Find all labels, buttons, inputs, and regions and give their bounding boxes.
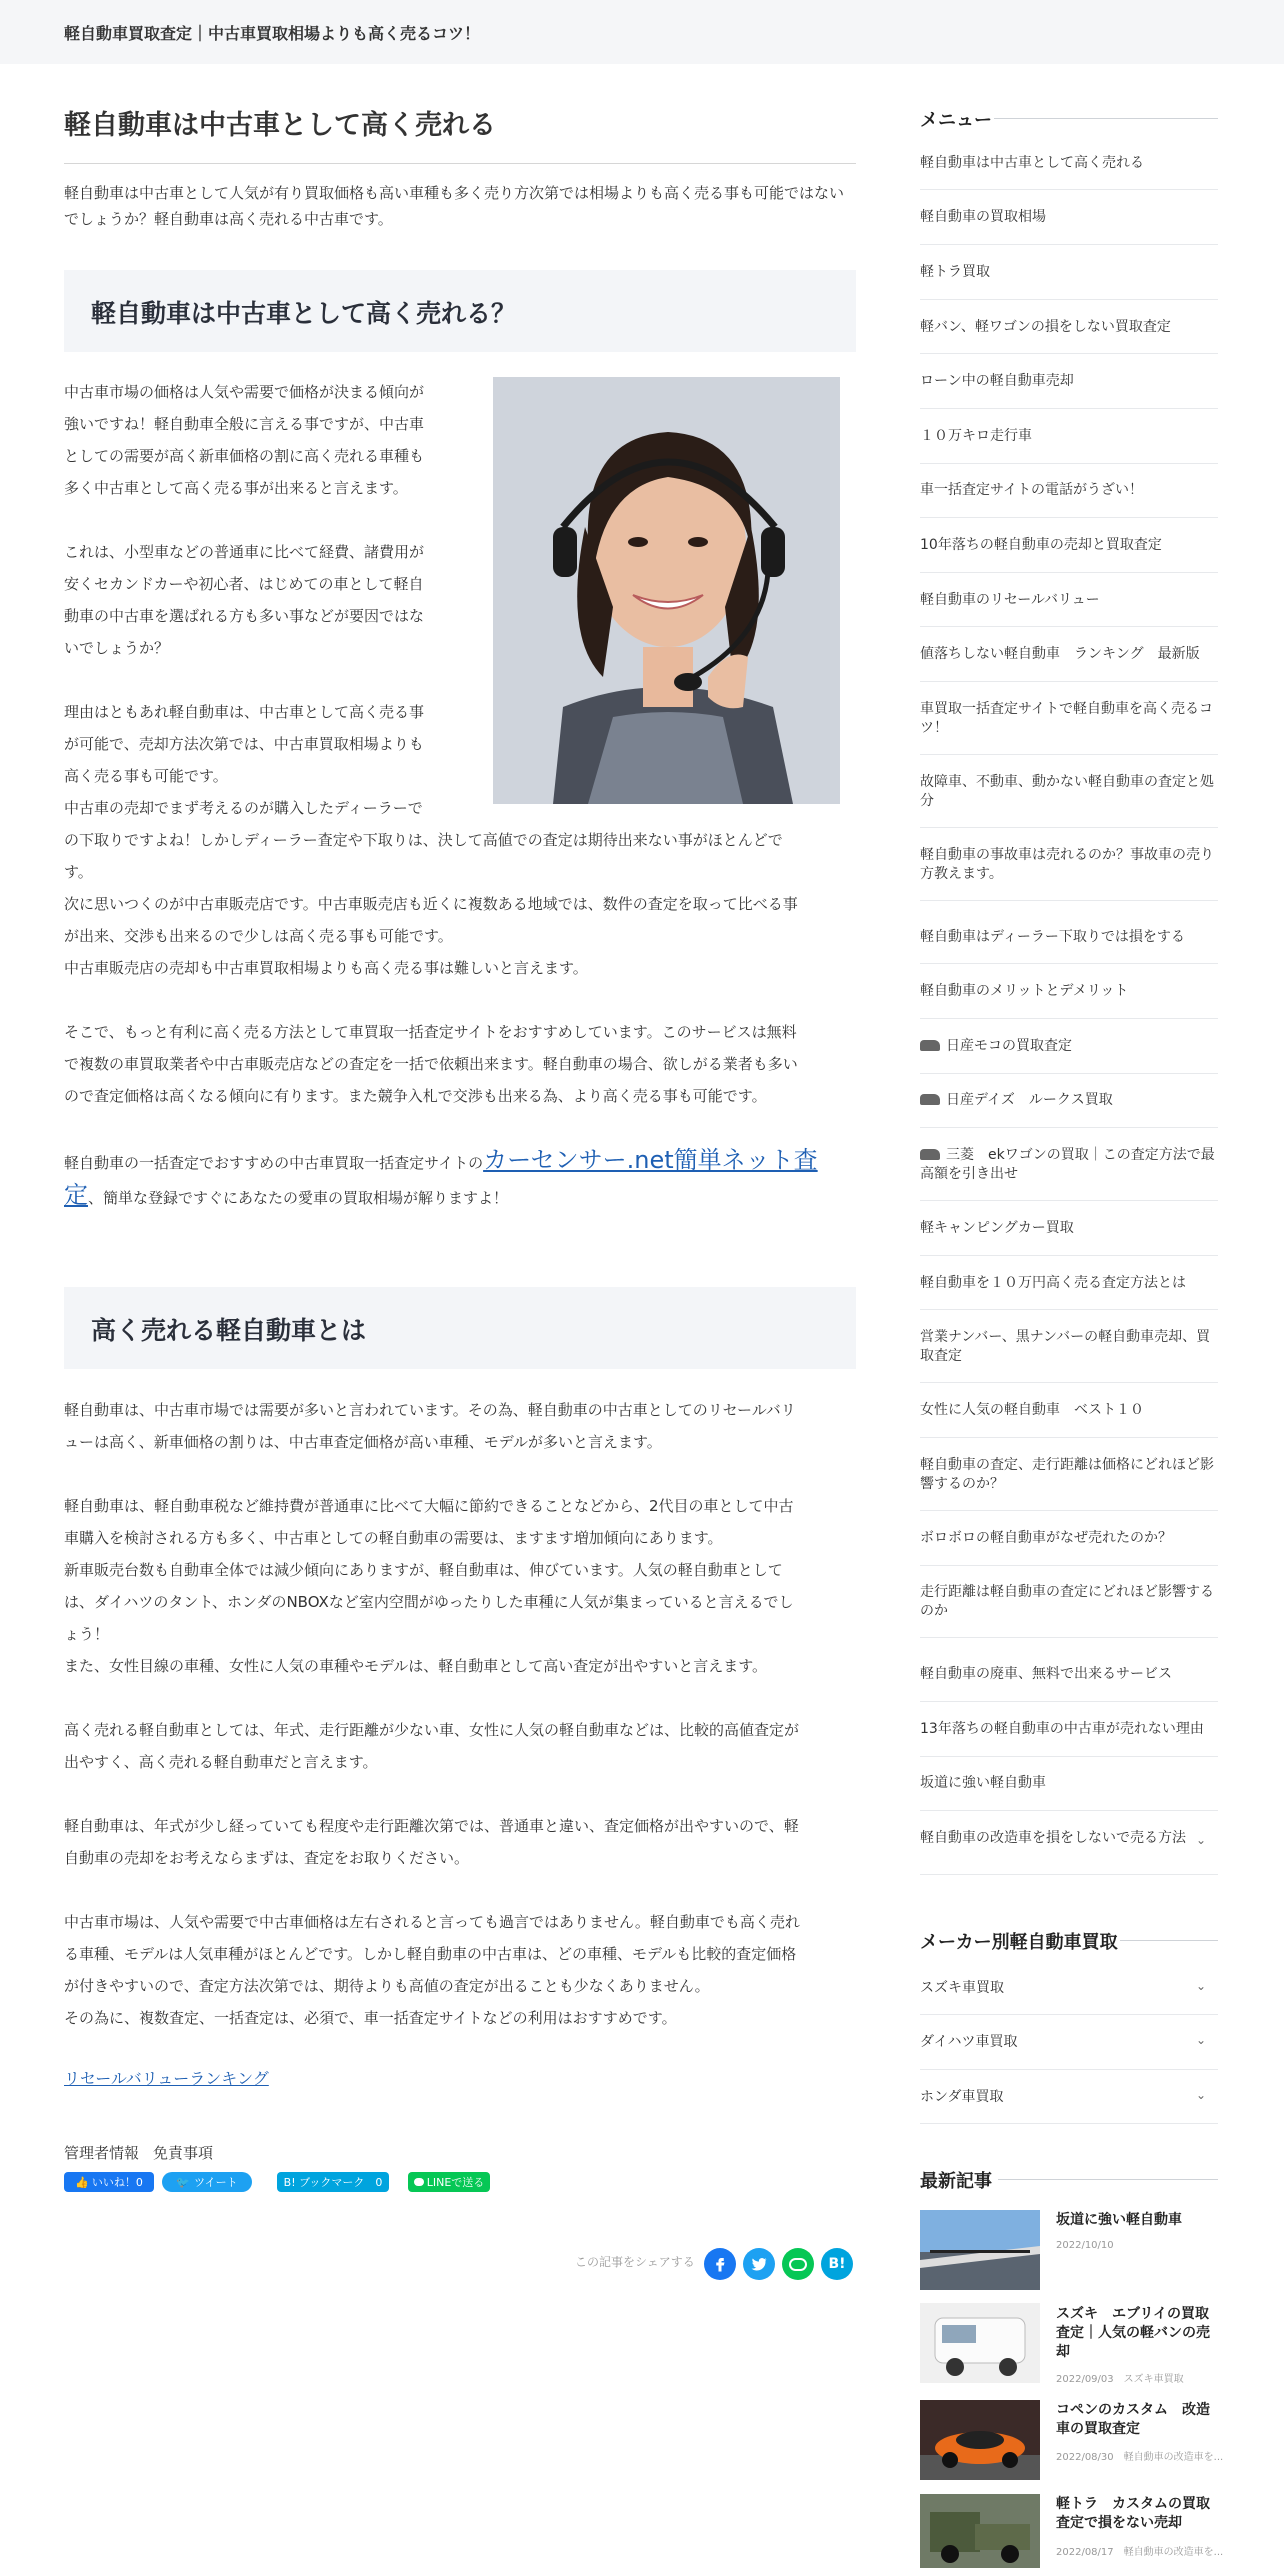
recent-heading-line: [998, 2179, 1218, 2180]
menu-divider: [920, 189, 1218, 190]
menu-item[interactable]: 軽自動車を１０万円高く売る査定方法とは: [920, 1275, 1186, 1291]
chevron-down-icon[interactable]: ⌄: [1195, 2088, 1206, 2102]
text-line: その為に、複数査定、一括査定は、必須で、車一括査定サイトなどの利用はおすすめです。: [64, 2009, 677, 2027]
menu-item[interactable]: 軽キャンピングカー買取: [920, 1220, 1074, 1236]
menu-item[interactable]: 軽自動車は中古車として高く売れる: [920, 155, 1144, 171]
hatena-bookmark-button[interactable]: [277, 2172, 389, 2192]
footer-links: [64, 2142, 227, 2163]
s2-paragraph-1: [64, 1394, 856, 1458]
page-title: 軽自動車は中古車として高く売れる: [64, 110, 496, 141]
s1-paragraph-2: [64, 536, 464, 664]
recent-date: 2022/08/17: [1056, 2547, 1114, 2558]
menu-divider: [920, 2014, 1218, 2015]
recent-meta: [1056, 2370, 1184, 2385]
menu-divider: [920, 1127, 1218, 1128]
menu-divider: [920, 1810, 1218, 1811]
text-line: 新車販売台数も自動車全体では減少傾向にありますが、軽自動車は、伸びています。人気の軽自動車として: [64, 1561, 783, 1579]
menu-divider: [920, 681, 1218, 682]
menu-divider: [920, 1637, 1218, 1638]
menu-divider: [920, 1510, 1218, 1511]
line-label: LINEで送る: [426, 2176, 485, 2189]
menu-item[interactable]: 軽自動車の査定、走行距離は価格にどれほど影響するのか？: [920, 1457, 1214, 1492]
hatena-share-label: B!: [828, 2256, 846, 2272]
facebook-icon[interactable]: [704, 2248, 736, 2280]
text-line: す。: [64, 863, 93, 881]
car-icon: [920, 1040, 940, 1051]
s1-paragraph-4: [64, 1016, 856, 1112]
menu-item-label: 三菱 ekワゴンの買取｜この査定方法で最高額を引き出せ: [920, 1147, 1215, 1182]
menu-item-label: 日産モコの買取査定: [946, 1038, 1072, 1054]
menu-divider: [920, 1437, 1218, 1438]
recent-date: 2022/08/30: [1056, 2452, 1114, 2463]
chevron-down-icon[interactable]: ⌄: [1195, 2033, 1206, 2047]
s1-paragraph-1: [64, 376, 464, 504]
menu-divider: [920, 754, 1218, 755]
recent-meta: [1056, 2543, 1223, 2558]
text-line: いでしょうか？: [64, 639, 170, 657]
text-line: 多く中古車として高く売る事が出来ると言えます。: [64, 479, 408, 497]
text-line: 理由はともあれ軽自動車は、中古車として高く売る事: [64, 703, 425, 721]
maker-heading-line: [1120, 1940, 1218, 1941]
menu-item[interactable]: 軽自動車のリセールバリュー: [920, 592, 1100, 608]
text-line: ょう！: [64, 1625, 110, 1643]
menu-item[interactable]: 軽自動車のメリットとデメリット: [920, 983, 1129, 999]
menu-item[interactable]: ボロボロの軽自動車がなぜ売れたのか？: [920, 1530, 1172, 1546]
menu-item[interactable]: 車買取一括査定サイトで軽自動車を高く売るコツ！: [920, 701, 1214, 736]
text-line: 自動車の売却をお考えならまずは、査定をお取りください。: [64, 1849, 470, 1867]
menu-divider: [920, 1255, 1218, 1256]
menu-item[interactable]: 車一括査定サイトの電話がうざい！: [920, 482, 1144, 498]
s2-paragraph-3: [64, 1714, 856, 1778]
text-line: が付きやすいので、査定方法次第では、期待よりも高値の査定が出ることも少なくありません。: [64, 1977, 710, 1995]
menu-divider: [920, 517, 1218, 518]
menu-divider: [920, 299, 1218, 300]
twitter-icon[interactable]: [743, 2248, 775, 2280]
menu-item[interactable]: ローン中の軽自動車売却: [920, 373, 1074, 389]
s2-paragraph-5: [64, 1906, 856, 2034]
menu-divider: [920, 1874, 1218, 1875]
s1-paragraph-3: [64, 696, 464, 824]
site-title[interactable]: 軽自動車買取査定｜中古車買取相場よりも高く売るコツ！: [64, 24, 481, 43]
text-line: は、ダイハツのタント、ホンダのNBOXなど室内空間がゆったりした車種に人気が集まっていると言えるでし: [64, 1593, 794, 1611]
menu-divider: [920, 1018, 1218, 1019]
text-line: 軽自動車は、中古車市場では需要が多いと言われています。その為、軽自動車の中古車としてのリセールバリ: [64, 1401, 796, 1419]
recent-thumbnail[interactable]: [920, 2400, 1040, 2480]
text-line: 中古車市場は、人気や需要で中古車価格は左右されると言っても過言ではありません。軽自動車でも高く売れ: [64, 1913, 800, 1931]
menu-item-label: 日産デイズ ルークス買取: [946, 1092, 1113, 1108]
car-icon: [920, 1094, 940, 1105]
menu-divider: [920, 2123, 1218, 2124]
recent-heading: 最新記事: [920, 2171, 992, 2192]
text-line: 中古車市場の価格は人気や需要で価格が決まる傾向が: [64, 383, 425, 401]
menu-divider: [920, 1073, 1218, 1074]
text-line: そこで、もっと有利に高く売る方法として車買取一括査定サイトをおすすめしています。このサービスは無料: [64, 1023, 797, 1041]
tweet-label: ツイート: [194, 2176, 238, 2189]
menu-divider: [920, 572, 1218, 573]
share-label: この記事をシェアする: [575, 2255, 695, 2269]
text-span: 、簡単な登録ですぐにあなたの愛車の買取相場が解りますよ！: [88, 1189, 509, 1207]
menu-divider: [920, 626, 1218, 627]
recent-title[interactable]: 軽トラ カスタムの買取査定で損をない売却: [1056, 2496, 1210, 2531]
menu-item[interactable]: 営業ナンバー、黒ナンバーの軽自動車売却、買取査定: [920, 1329, 1211, 1364]
resale-value-ranking-link[interactable]: リセールバリューランキング: [64, 2069, 269, 2088]
menu-divider: [920, 244, 1218, 245]
disclaimer-link[interactable]: 免責事項: [153, 2144, 214, 2162]
line-icon: [414, 2178, 424, 2186]
maker-item-honda[interactable]: ホンダ車買取: [920, 2089, 1004, 2105]
text-line: ューは高く、新車価格の割りは、中古車査定価格が高い車種、モデルが多いと言えます。: [64, 1433, 662, 1451]
menu-divider: [920, 900, 1218, 901]
title-divider: [64, 163, 856, 164]
carsensor-link[interactable]: カーセンサー.net簡単ネット査定: [64, 1146, 818, 1209]
menu-item[interactable]: 軽トラ買取: [920, 264, 990, 280]
menu-item[interactable]: 軽自動車の買取相場: [920, 209, 1046, 225]
text-line: 高く売れる軽自動車としては、年式、走行距離が少ない車、女性に人気の軽自動車などは、比較的高値査定が: [64, 1721, 800, 1739]
menu-item[interactable]: 軽自動車の改造車を損をしないで売る方法: [920, 1830, 1186, 1846]
facebook-like-button[interactable]: [64, 2172, 154, 2192]
menu-divider: [920, 353, 1218, 354]
menu-item[interactable]: 軽バン、軽ワゴンの損をしない買取査定: [920, 319, 1171, 335]
text-line: としての需要が高く新車価格の割に高く売れる車種も: [64, 447, 425, 465]
like-label: いいね！0: [91, 2176, 143, 2189]
menu-item[interactable]: 軽自動車はディーラー下取りでは損をする: [920, 929, 1185, 945]
recent-date: 2022/09/03: [1056, 2374, 1114, 2385]
maker-item-suzuki[interactable]: スズキ車買取: [920, 1980, 1004, 1996]
menu-divider: [920, 1756, 1218, 1757]
text-line: 安くセカンドカーや初心者、はじめての車として軽自: [64, 575, 424, 593]
car-icon: [920, 1149, 940, 1160]
menu-divider: [920, 463, 1218, 464]
menu-divider: [920, 1382, 1218, 1383]
s2-paragraph-4: [64, 1810, 856, 1874]
recent-thumbnail[interactable]: [920, 2210, 1040, 2290]
site-header: [0, 0, 1284, 64]
recent-category: スズキ車買取: [1123, 2374, 1184, 2385]
menu-divider: [920, 827, 1218, 828]
recent-category: 軽自動車の改造車を...: [1123, 2452, 1224, 2463]
menu-divider: [920, 1701, 1218, 1702]
menu-divider: [920, 1565, 1218, 1566]
text-line: の下取りですよね！しかしディーラー査定や下取りは、決して高値での査定は期待出来ない事がほとんどで: [64, 831, 783, 849]
text-line: 軽自動車は、軽自動車税など維持費が普通車に比べて大幅に節約できることなどから、2代目の車として中古: [64, 1497, 794, 1515]
menu-item[interactable]: １０万キロ走行車: [920, 428, 1032, 444]
hatena-icon[interactable]: [821, 2248, 853, 2280]
text-line: が可能で、売却方法次第では、中古車買取相場よりも: [64, 735, 424, 753]
line-icon[interactable]: [782, 2248, 814, 2280]
menu-divider: [920, 963, 1218, 964]
menu-item[interactable]: 走行距離は軽自動車の査定にどれほど影響するのか: [920, 1584, 1214, 1619]
text-line: 強いですね！軽自動車全般に言える事ですが、中古車: [64, 415, 425, 433]
menu-item[interactable]: 10年落ちの軽自動車の売却と買取査定: [920, 537, 1162, 553]
menu-item[interactable]: 軽自動車の廃車、無料で出来るサービス: [920, 1666, 1172, 1682]
text-line: 動車の中古車を選ばれる方も多い事などが要因ではな: [64, 607, 425, 625]
menu-heading: メニュー: [920, 110, 992, 131]
section-heading-2-text: 高く売れる軽自動車とは: [91, 1316, 367, 1345]
recent-title[interactable]: 坂道に強い軽自動車: [1056, 2212, 1182, 2228]
s1-paragraph-5: [64, 1144, 856, 1214]
admin-info-link[interactable]: 管理者情報: [64, 2144, 140, 2162]
text-line: 軽自動車は、年式が少し経っていても程度や走行距離次第では、普通車と違い、査定価格が出やすいので、軽: [64, 1817, 799, 1835]
menu-divider: [920, 1200, 1218, 1201]
maker-item-daihatsu[interactable]: ダイハツ車買取: [920, 2034, 1018, 2050]
text-line: る車種、モデルは人気車種がほとんどです。しかし軽自動車の中古車は、どの車種、モデルも比較的査定価格: [64, 1945, 797, 1963]
twitter-icon: 🐦: [176, 2175, 191, 2189]
chevron-down-icon[interactable]: ⌄: [1195, 1979, 1206, 1993]
section-heading-2: [64, 1287, 856, 1369]
s2-paragraph-2: [64, 1490, 856, 1682]
recent-category: 軽自動車の改造車を...: [1123, 2547, 1224, 2558]
chevron-down-icon[interactable]: ⌄: [1195, 1833, 1206, 1847]
text-line: で複数の車買取業者や中古車販売店などの査定を一括で依頼出来ます。軽自動車の場合、欲しがる業者も多い: [64, 1055, 798, 1073]
tweet-button[interactable]: [162, 2172, 252, 2192]
menu-divider: [920, 1309, 1218, 1310]
operator-photo: [493, 377, 840, 804]
recent-date: 2022/10/10: [1056, 2240, 1114, 2251]
recent-meta: [1056, 2240, 1114, 2251]
recent-thumbnail[interactable]: [920, 2494, 1040, 2574]
text-line: また、女性目線の車種、女性に人気の車種やモデルは、軽自動車として高い査定が出やすいと言えます。: [64, 1657, 768, 1675]
menu-item[interactable]: 坂道に強い軽自動車: [920, 1775, 1046, 1791]
recent-title[interactable]: スズキ エブリイの買取査定｜人気の軽バンの売却: [1056, 2306, 1210, 2360]
menu-item[interactable]: 13年落ちの軽自動車の中古車が売れない理由: [920, 1721, 1204, 1737]
text-line: 出やすく、高く売れる軽自動車だと言えます。: [64, 1753, 378, 1771]
text-line: 次に思いつくのが中古車販売店です。中古車販売店も近くに複数ある地域では、数件の査定を取って比べる事: [64, 895, 798, 913]
section-heading-1-text: 軽自動車は中古車として高く売れる？: [91, 299, 517, 328]
menu-item[interactable]: 故障車、不動車、動かない軽自動車の査定と処分: [920, 774, 1214, 809]
line-send-button[interactable]: [408, 2172, 490, 2192]
s1-paragraph-3b: [64, 824, 856, 984]
section-heading-1: [64, 270, 856, 352]
maker-heading: メーカー別軽自動車買取: [920, 1932, 1118, 1953]
recent-thumbnail[interactable]: [920, 2303, 1040, 2383]
text-line: 中古車の売却でまず考えるのが購入したディーラーで: [64, 799, 423, 817]
text-line: 高く売る事も可能です。: [64, 767, 228, 785]
text-line: ので査定価格は高くなる傾向に有ります。また競争入札で交渉も出来る為、より高く売る事も可能です。: [64, 1087, 767, 1105]
recent-meta: [1056, 2448, 1223, 2463]
menu-item[interactable]: [920, 1037, 1218, 1056]
article-intro: 軽自動車は中古車として人気が有り買取価格も高い車種も多く売り方次第では相場よりも高く売る事も可能ではないでしょうか？軽自動車は高く売れる中古車です。: [64, 184, 845, 228]
text-line: これは、小型車などの普通車に比べて経費、諸費用が: [64, 543, 425, 561]
hatena-label: B! ブックマーク 0: [283, 2176, 383, 2189]
menu-item[interactable]: 女性に人気の軽自動車 ベスト１０: [920, 1402, 1144, 1418]
recent-title[interactable]: コペンのカスタム 改造車の買取査定: [1056, 2402, 1210, 2437]
menu-item[interactable]: 値落ちしない軽自動車 ランキング 最新版: [920, 646, 1200, 662]
text-span: 軽自動車の一括査定でおすすめの中古車買取一括査定サイトの: [64, 1154, 484, 1172]
thumbs-up-icon: 👍: [75, 2175, 89, 2189]
menu-divider: [920, 2069, 1218, 2070]
text-line: が出来、交渉も出来るので少しは高く売る事も可能です。: [64, 927, 453, 945]
menu-heading-line: [994, 118, 1218, 119]
text-line: 車購入を検討される方も多く、中古車としての軽自動車の需要は、ますます増加傾向にあります。: [64, 1529, 723, 1547]
menu-divider: [920, 408, 1218, 409]
text-line: 中古車販売店の売却も中古車買取相場よりも高く売る事は難しいと言えます。: [64, 959, 588, 977]
menu-item[interactable]: [920, 1146, 1218, 1184]
menu-item[interactable]: 軽自動車の事故車は売れるのか？事故車の売り方教えます。: [920, 847, 1214, 882]
menu-item[interactable]: [920, 1091, 1218, 1110]
